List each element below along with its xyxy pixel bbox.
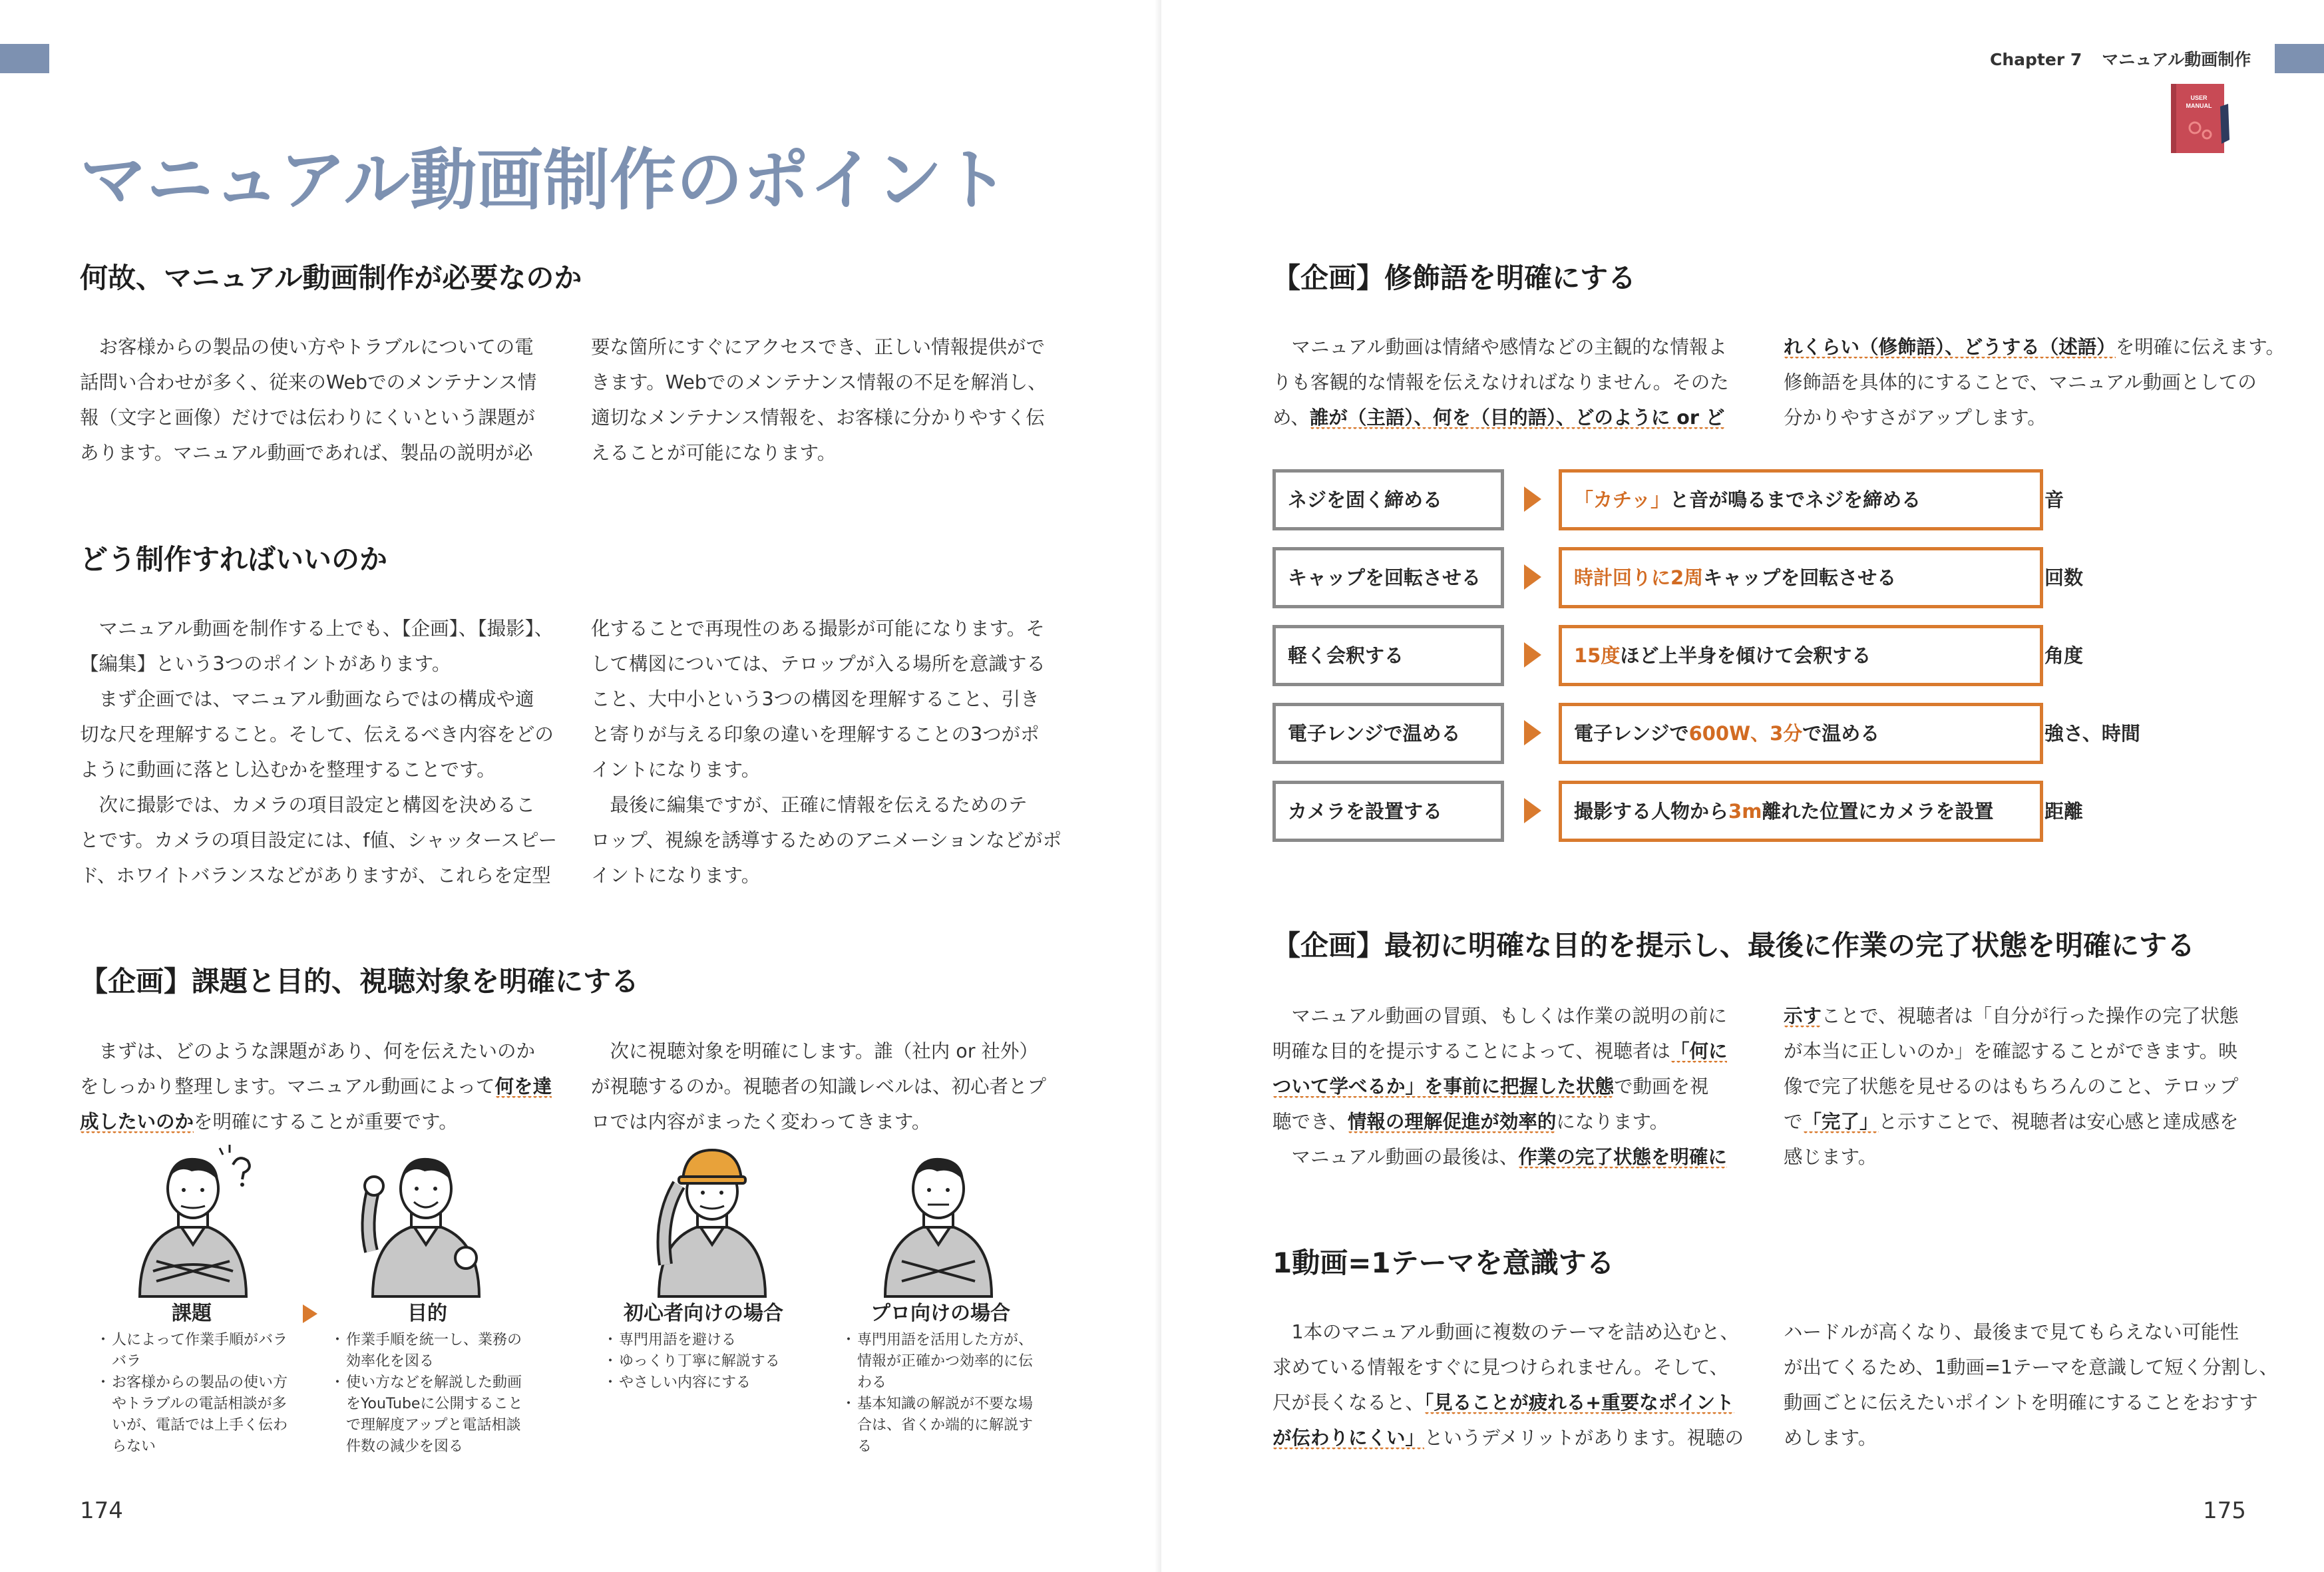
text-line — [80, 1069, 552, 1104]
worker-thinking-illustration — [120, 1145, 266, 1298]
text-line — [1784, 329, 2285, 365]
highlight-text: 何を達 — [495, 1076, 552, 1099]
section-heading-purpose: 【企画】最初に明確な目的を提示し、最後に作業の完了状態を明確にする — [1272, 929, 2196, 962]
text-line: 修飾語を具体的にすることで、マニュアル動画としての — [1784, 371, 2257, 393]
text-span: 撮影する人物から — [1574, 800, 1729, 823]
text-span: で — [1784, 1111, 1803, 1133]
text-line: 求めている情報をすぐに見つけられません。そして、 — [1272, 1356, 1729, 1378]
arrow-right-icon — [1524, 642, 1541, 668]
table-row — [1272, 547, 2257, 608]
page-tab-left — [0, 44, 49, 73]
list-item: ・ 専門用語を避ける — [607, 1330, 807, 1351]
before-box: キャップを回転させる — [1272, 547, 1504, 608]
category-label: 距離 — [2044, 800, 2084, 823]
text-line: こと、大中小という3つの構図を理解すること、引き — [591, 688, 1040, 710]
text-line: えることが可能になります。 — [591, 442, 837, 464]
section-how-col2 — [591, 611, 1062, 893]
table-row — [1272, 469, 2257, 530]
list-item: ・ やさしい内容にする — [607, 1372, 807, 1394]
text-line: きます。Webでのメンテナンス情報の不足を解消し、 — [591, 371, 1047, 393]
pro-list — [845, 1330, 1045, 1458]
text-line: 化することで再現性のある撮影が可能になります。そ — [591, 618, 1045, 640]
arrow-right-icon — [1524, 798, 1541, 823]
highlight-text: ついて学べるか」を事前に把握した状態 — [1272, 1076, 1614, 1099]
text-line — [80, 1104, 552, 1139]
text-line: あります。マニュアル動画であれば、製品の説明が必 — [80, 442, 533, 464]
category-label: 角度 — [2044, 644, 2084, 667]
text-line — [1784, 998, 2238, 1034]
list-item: ・ 専門用語を活用した方が、情報が正確かつ効率的に伝わる — [845, 1330, 1045, 1394]
issue-label: 課題 — [172, 1302, 212, 1325]
text-line: りも客観的な情報を伝えなければなりません。そのた — [1272, 371, 1729, 393]
list-item: ・ 人によって作業手順がバラバラ — [100, 1330, 293, 1372]
text-span: キャップを回転させる — [1703, 566, 1897, 589]
text-line: マニュアル動画は情緒や感情などの主観的な情報よ — [1272, 336, 1727, 358]
text-span: 電子レンジで — [1574, 722, 1689, 745]
highlight-text: 情報の理解促進が効率的 — [1348, 1111, 1557, 1135]
after-box — [1559, 547, 2043, 608]
before-box: カメラを設置する — [1272, 781, 1504, 842]
text-line: 要な箇所にすぐにアクセスでき、正しい情報提供がで — [591, 336, 1046, 358]
chapter-title: マニュアル動画制作 — [2102, 50, 2251, 69]
page-title: マニュアル動画制作のポイント — [80, 141, 1009, 219]
beginner-list — [607, 1330, 807, 1394]
text-line: マニュアル動画を制作する上でも、【企画】、【撮影】、 — [80, 618, 554, 640]
modifier-text: 600W、3分 — [1688, 722, 1803, 745]
highlight-text: 「何に — [1670, 1040, 1728, 1064]
text-line: とです。カメラの項目設定には、f値、シャッタースピー — [80, 829, 558, 851]
highlight-text: 「完了」 — [1803, 1111, 1879, 1135]
text-span: を明確にすることが重要です。 — [194, 1111, 458, 1133]
list-item: ・ ゆっくり丁寧に解説する — [607, 1351, 807, 1372]
text-line: ロでは内容がまったく変わってきます。 — [591, 1111, 931, 1133]
list-item: ・ お客様からの製品の使い方やトラブルの電話相談が多いが、電話では上手く伝わらない — [100, 1372, 293, 1458]
text-line — [1272, 1034, 1727, 1069]
highlight-text: 誰が（主語）、何を（目的語）、どのように or ど — [1310, 407, 1724, 431]
text-span: 聴でき、 — [1272, 1111, 1348, 1133]
highlight-text: 成したいのか — [80, 1111, 194, 1135]
before-box: 軽く会釈する — [1272, 625, 1504, 686]
page-number-right: 175 — [2203, 1497, 2246, 1524]
section-heading-issue-goal: 【企画】課題と目的、視聴対象を明確にする — [80, 965, 640, 998]
category-label: 音 — [2044, 489, 2064, 511]
chapter-number: Chapter 7 — [1990, 50, 2082, 69]
book-text-user: USER — [2190, 95, 2208, 101]
text-line: 分かりやすさがアップします。 — [1784, 407, 2046, 429]
table-row — [1272, 703, 2257, 764]
section-issue-col2 — [591, 1034, 1046, 1139]
pro-label: プロ向けの場合 — [871, 1302, 1010, 1325]
text-line: が本当に正しいのか」を確認することができます。映 — [1784, 1040, 2237, 1062]
text-line: 話問い合わせが多く、従来のWebでのメンテナンス情 — [80, 371, 537, 393]
text-line: イントになります。 — [591, 759, 761, 781]
text-line: めします。 — [1784, 1427, 1877, 1449]
section-purpose-col1 — [1272, 998, 1727, 1175]
text-line: と寄りが与える印象の違いを理解することの3つがポ — [591, 723, 1040, 745]
text-line — [1272, 1420, 1744, 1456]
text-span: をしっかり整理します。マニュアル動画によって — [80, 1076, 495, 1097]
list-item: ・ 基本知識の解説が不要な場合は、省くか端的に解説する — [845, 1394, 1045, 1458]
text-span: で温める — [1802, 722, 1880, 745]
text-span: で動画を視 — [1614, 1076, 1709, 1097]
text-line: マニュアル動画の冒頭、もしくは作業の説明の前に — [1272, 1005, 1727, 1027]
text-line — [1272, 1139, 1727, 1175]
goal-list — [334, 1330, 534, 1458]
text-line — [1272, 1104, 1727, 1139]
text-line: ように動画に落とし込むかを整理することです。 — [80, 759, 496, 781]
text-line: 適切なメンテナンス情報を、お客様に分かりやすく伝 — [591, 407, 1045, 429]
list-item: ・ 使い方などを解説した動画をYouTubeに公開することで理解度アップと電話相談件数の減少を図る — [334, 1372, 534, 1458]
text-line — [1272, 1385, 1744, 1420]
user-manual-book-icon — [2168, 80, 2235, 157]
page-number: 174 — [80, 1497, 123, 1524]
category-label: 回数 — [2044, 566, 2084, 589]
text-line: イントになります。 — [591, 865, 761, 886]
text-line: まずは、どのような課題があり、何を伝えたいのか — [80, 1040, 536, 1062]
section-modifier-col1 — [1272, 329, 1729, 435]
table-row — [1272, 625, 2257, 686]
text-line: ド、ホワイトバランスなどがありますが、これらを定型 — [80, 865, 551, 886]
text-line: ロップ、視線を誘導するためのアニメーションなどがポ — [591, 829, 1062, 851]
arrow-right-icon — [1524, 487, 1541, 512]
page-tab-right — [2275, 44, 2324, 73]
highlight-text: が伝わりにくい」 — [1272, 1427, 1424, 1451]
text-span: マニュアル動画の最後は、 — [1272, 1146, 1519, 1168]
text-line: 次に視聴対象を明確にします。誰（社内 or 社外） — [591, 1040, 1038, 1062]
worker-cheering-illustration — [353, 1145, 499, 1298]
section-issue-col1 — [80, 1034, 552, 1139]
after-box — [1559, 469, 2043, 530]
category-label: 強さ、時間 — [2044, 722, 2140, 745]
worker-arms-crossed-illustration — [865, 1145, 1012, 1298]
section-modifier-col2 — [1784, 329, 2285, 435]
section-how-col1 — [80, 611, 557, 893]
section-why-col1 — [80, 329, 536, 471]
text-line: 報（文字と画像）だけでは伝わりにくいという課題が — [80, 407, 536, 429]
list-item: ・ 作業手順を統一し、業務の効率化を図る — [334, 1330, 534, 1372]
text-span: 離れた位置にカメラを設置 — [1762, 800, 1994, 823]
goal-label: 目的 — [407, 1302, 447, 1325]
text-line: 最後に編集ですが、正確に情報を伝えるためのテ — [591, 794, 1028, 816]
text-line: して構図については、テロップが入る場所を意識する — [591, 653, 1046, 675]
modifier-text: 時計回りに2周 — [1574, 566, 1704, 589]
text-line: 切な尺を理解すること。そして、伝えるべき内容をどの — [80, 723, 554, 745]
before-box: 電子レンジで温める — [1272, 703, 1504, 764]
text-line: が出てくるため、1動画=1テーマを意識して短く分割し、 — [1784, 1356, 2279, 1378]
after-box — [1559, 703, 2043, 764]
highlight-text: れくらい（修飾語）、どうする（述語） — [1784, 336, 2116, 360]
arrow-right-icon — [1524, 564, 1541, 590]
section-one-theme-col2 — [1784, 1314, 2278, 1456]
left-page — [0, 0, 1161, 1572]
before-box: ネジを固く締める — [1272, 469, 1504, 530]
text-line — [1784, 1104, 2238, 1139]
modifier-text: 15度 — [1574, 644, 1621, 667]
text-span: 尺が長くなると、 — [1272, 1392, 1425, 1414]
section-one-theme-col1 — [1272, 1314, 1744, 1456]
text-line: 次に撮影では、カメラの項目設定と構図を決めるこ — [80, 794, 536, 816]
text-line: お客様からの製品の使い方やトラブルについての電 — [80, 336, 534, 358]
text-line: 【編集】という3つのポイントがあります。 — [80, 653, 451, 675]
text-span: め、 — [1272, 407, 1310, 429]
text-line: まず企画では、マニュアル動画ならではの構成や適 — [80, 688, 534, 710]
text-span: を明確に伝えます。 — [2115, 336, 2285, 358]
table-row — [1272, 781, 2257, 842]
text-line: 動画ごとに伝えたいポイントを明確にすることをおすす — [1784, 1392, 2258, 1414]
running-header — [1990, 47, 2251, 71]
text-span: 明確な目的を提示することによって、視聴者は — [1272, 1040, 1670, 1062]
section-heading-modifier: 【企画】修飾語を明確にする — [1272, 262, 1637, 294]
text-line: 1本のマニュアル動画に複数のテーマを詰め込むと、 — [1272, 1321, 1739, 1343]
arrow-right-icon — [1524, 720, 1541, 745]
highlight-text: 作業の完了状態を明確に — [1518, 1146, 1727, 1170]
issue-list — [100, 1330, 293, 1458]
text-span: ことで、視聴者は「自分が行った操作の完了状態 — [1822, 1005, 2239, 1027]
highlight-text: 「見ることが疲れる+重要なポイント — [1424, 1392, 1734, 1416]
text-line — [1272, 400, 1729, 435]
section-heading-how: どう制作すればいいのか — [80, 543, 388, 576]
book-text-manual: MANUAL — [2186, 102, 2212, 109]
arrow-right-icon — [303, 1304, 317, 1323]
text-span: になります。 — [1556, 1111, 1669, 1133]
section-heading-one-theme: 1動画=1テーマを意識する — [1272, 1247, 1615, 1279]
text-line: 像で完了状態を見せるのはもちろんのこと、テロップ — [1784, 1076, 2239, 1097]
after-box — [1559, 625, 2043, 686]
highlight-text: 示す — [1784, 1005, 1822, 1029]
text-line: が視聴するのか。視聴者の知識レベルは、初心者とプ — [591, 1076, 1047, 1097]
section-why-col2 — [591, 329, 1047, 471]
beginner-label: 初心者向けの場合 — [624, 1302, 783, 1325]
text-line: ハードルが高くなり、最後まで見てもらえない可能性 — [1784, 1321, 2239, 1343]
section-purpose-col2 — [1784, 998, 2238, 1175]
modifier-text: 「カチッ」 — [1574, 489, 1670, 511]
text-line: 感じます。 — [1784, 1146, 1877, 1168]
text-span: ほど上半身を傾けて会釈する — [1620, 644, 1871, 667]
text-line — [1272, 1069, 1727, 1104]
text-span: というデメリットがあります。視聴の — [1424, 1427, 1744, 1449]
modifier-text: 3m — [1728, 800, 1762, 823]
worker-helmet-illustration — [639, 1145, 785, 1298]
after-box — [1559, 781, 2043, 842]
section-heading-why: 何故、マニュアル動画制作が必要なのか — [80, 262, 582, 294]
text-span: と示すことで、視聴者は安心感と達成感を — [1878, 1111, 2239, 1133]
text-span: と音が鳴るまでネジを締める — [1670, 489, 1921, 511]
